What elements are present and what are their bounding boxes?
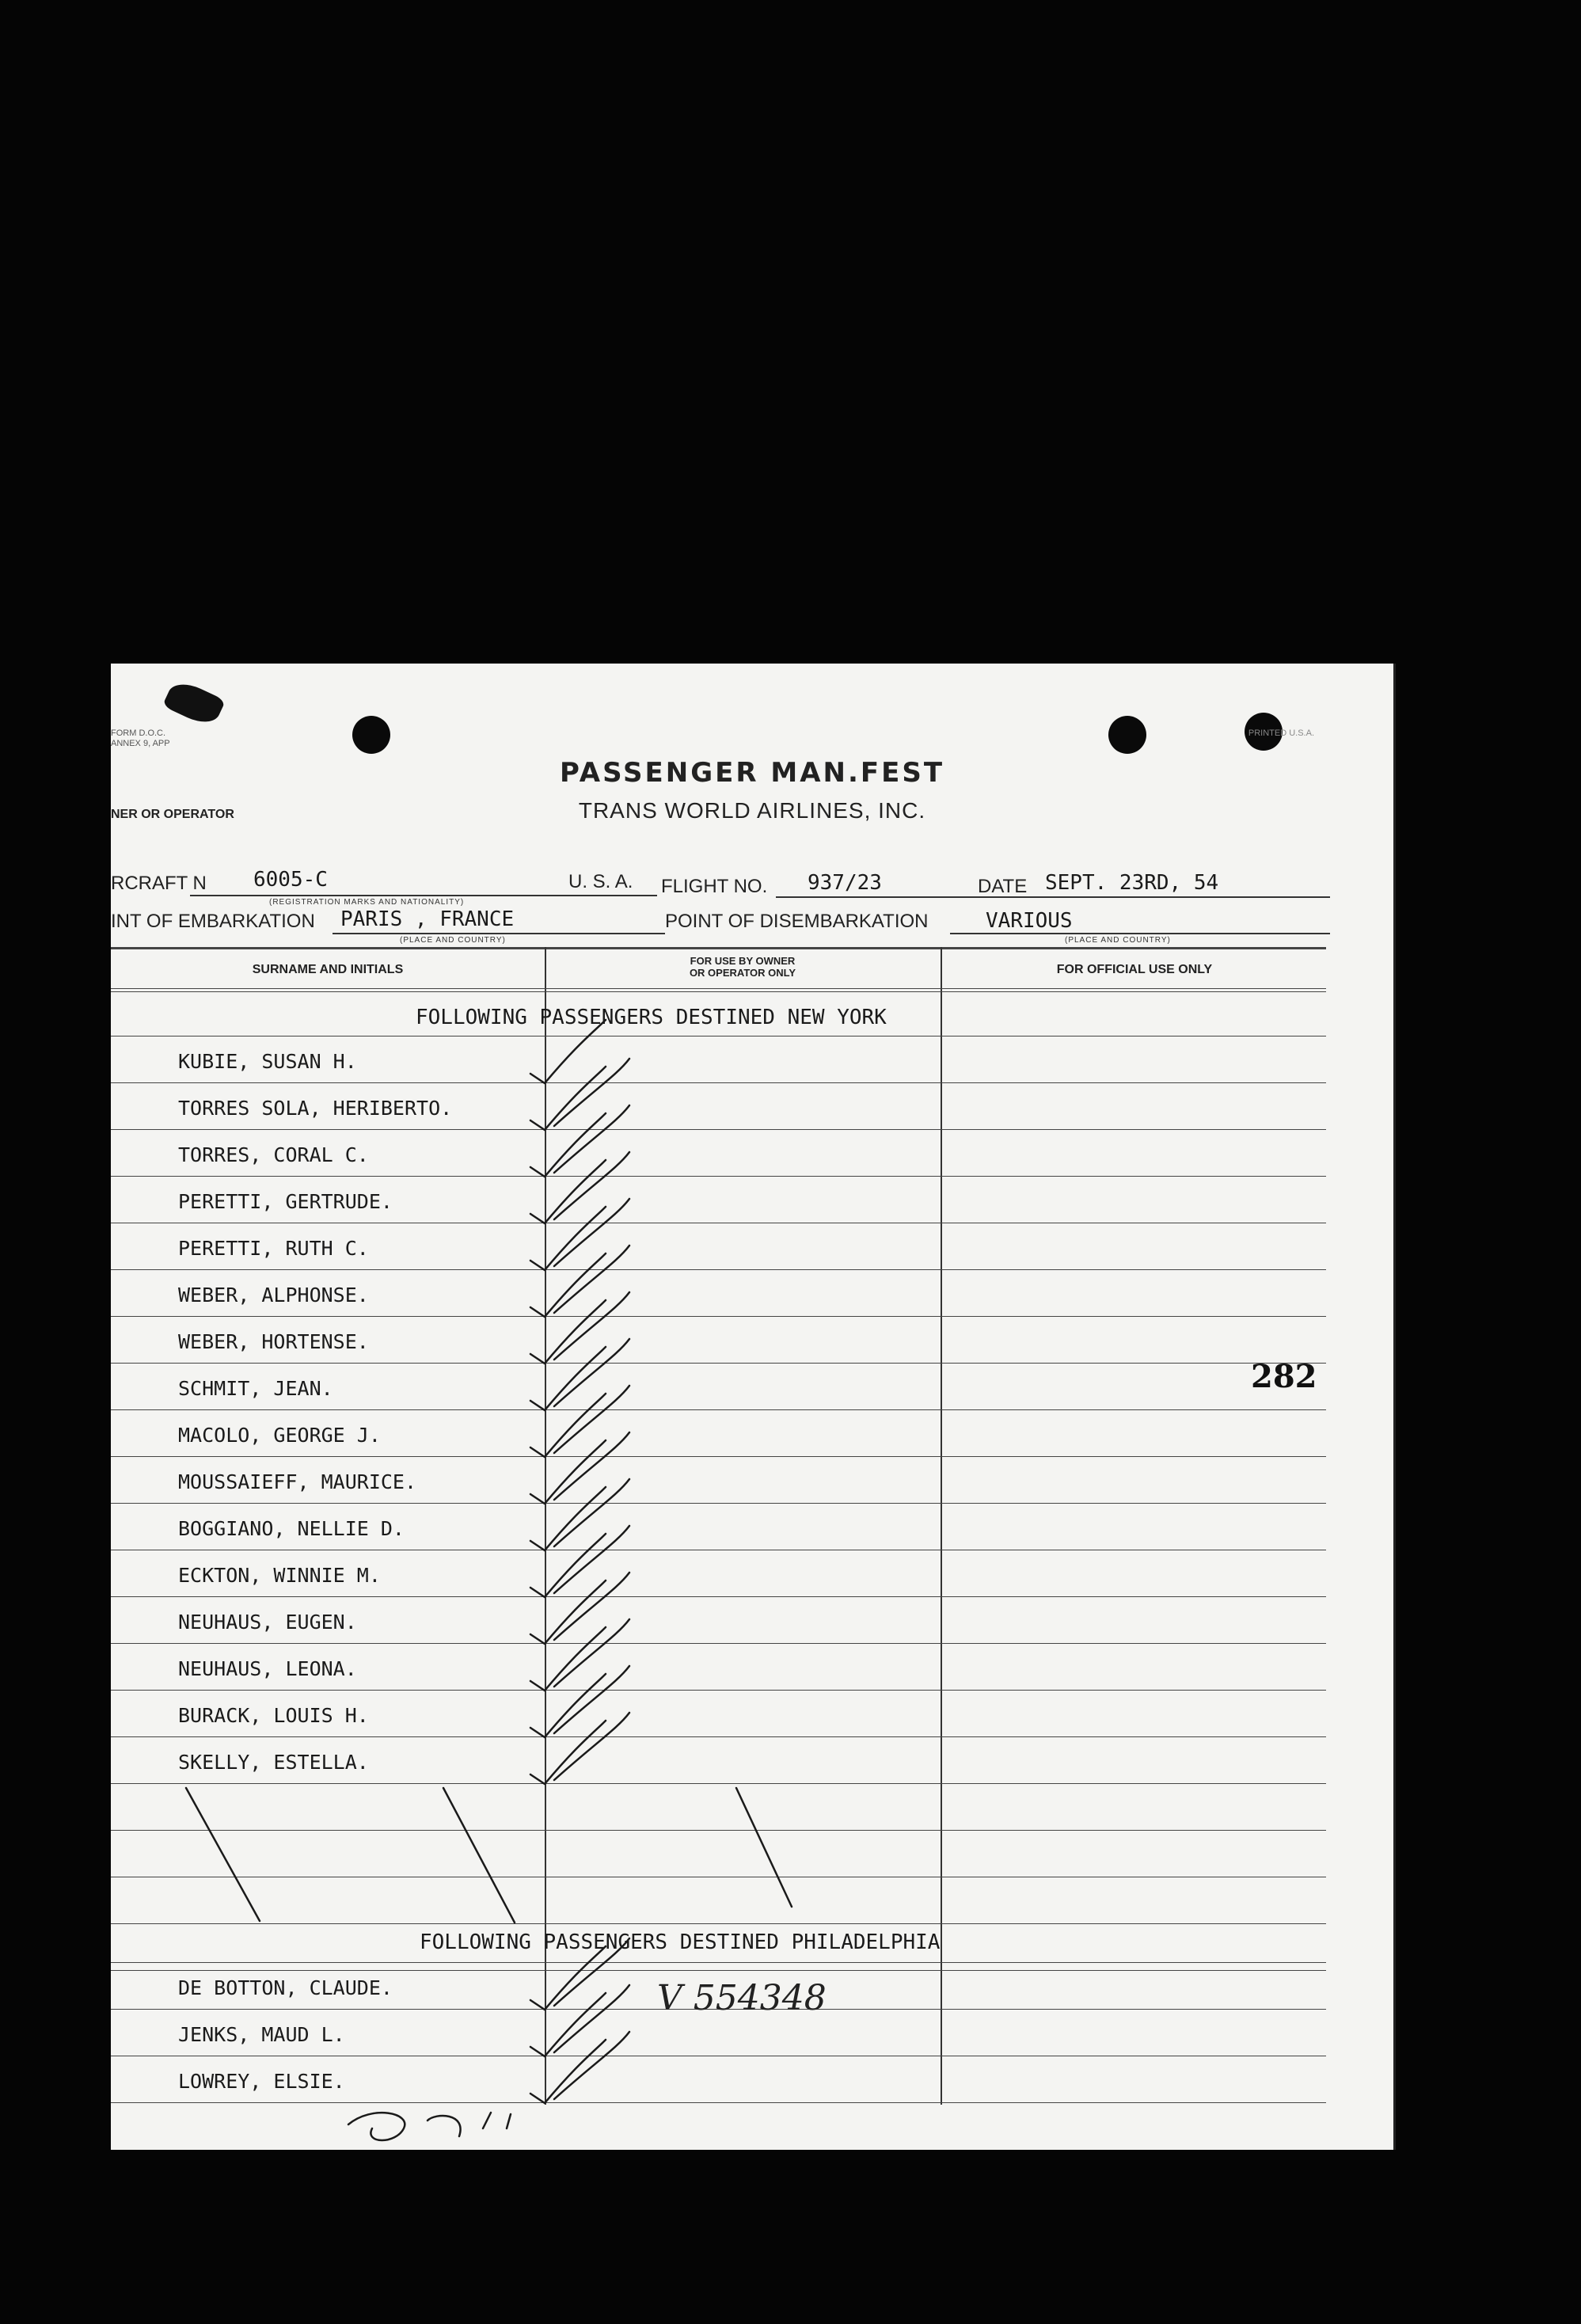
column-header-owner-use: FOR USE BY OWNER OR OPERATOR ONLY bbox=[689, 955, 796, 979]
passenger-name: NEUHAUS, EUGEN. bbox=[178, 1611, 357, 1634]
strike-line bbox=[736, 1788, 792, 1907]
owner-label: NER OR OPERATOR bbox=[111, 808, 234, 821]
passenger-name: LOWREY, ELSIE. bbox=[178, 2070, 345, 2093]
passenger-name: JENKS, MAUD L. bbox=[178, 2023, 345, 2046]
passenger-name: MOUSSAIEFF, MAURICE. bbox=[178, 1470, 417, 1493]
check-mark bbox=[530, 1993, 606, 2056]
printed-note: PRINTED U.S.A. bbox=[1248, 728, 1314, 738]
check-mark bbox=[530, 1946, 606, 2010]
passenger-name: SCHMIT, JEAN. bbox=[178, 1377, 333, 1400]
passenger-name: PERETTI, GERTRUDE. bbox=[178, 1190, 393, 1213]
manifest-sheet bbox=[111, 664, 1396, 2150]
handwritten-marks bbox=[111, 664, 1393, 2150]
section-heading-new-york: FOLLOWING PASSENGERS DESTINED NEW YORK bbox=[416, 1006, 887, 1029]
passenger-name: ECKTON, WINNIE M. bbox=[178, 1564, 381, 1587]
check-mark bbox=[530, 1020, 606, 1083]
passenger-name: TORRES SOLA, HERIBERTO. bbox=[178, 1097, 453, 1120]
page-title: PASSENGER MAN.FEST bbox=[559, 757, 945, 789]
flight-value: 937/23 bbox=[808, 871, 882, 895]
date-value: SEPT. 23RD, 54 bbox=[1045, 871, 1219, 895]
page-number: 282 bbox=[1251, 1358, 1317, 1395]
check-mark bbox=[530, 1160, 606, 1223]
visa-note: V 554348 bbox=[657, 1978, 827, 2018]
place-note-2: (PLACE AND COUNTRY) bbox=[1065, 936, 1171, 945]
passenger-name: TORRES, CORAL C. bbox=[178, 1143, 369, 1166]
passenger-name: MACOLO, GEORGE J. bbox=[178, 1424, 381, 1447]
strike-line bbox=[443, 1788, 515, 1923]
check-mark bbox=[530, 1300, 606, 1364]
check-mark bbox=[530, 2040, 606, 2103]
registration-note: (REGISTRATION MARKS AND NATIONALITY) bbox=[269, 898, 465, 907]
aircraft-label: RCRAFT N bbox=[111, 873, 207, 894]
passenger-name: DE BOTTON, CLAUDE. bbox=[178, 1976, 393, 1999]
passenger-name: SKELLY, ESTELLA. bbox=[178, 1751, 369, 1774]
check-mark bbox=[530, 1580, 606, 1644]
column-header-surname: SURNAME AND INITIALS bbox=[252, 963, 404, 976]
check-mark bbox=[554, 1059, 629, 1126]
aircraft-value: 6005-C bbox=[253, 868, 328, 892]
check-mark bbox=[530, 1347, 606, 1410]
check-mark bbox=[530, 1721, 606, 1784]
passenger-name: WEBER, ALPHONSE. bbox=[178, 1284, 369, 1307]
country-label: U. S. A. bbox=[568, 871, 633, 892]
disembarkation-label: POINT OF DISEMBARKATION bbox=[665, 911, 929, 932]
check-mark bbox=[530, 1627, 606, 1691]
passenger-name: KUBIE, SUSAN H. bbox=[178, 1050, 357, 1073]
check-mark bbox=[530, 1394, 606, 1457]
passenger-name: BOGGIANO, NELLIE D. bbox=[178, 1517, 405, 1540]
strike-line bbox=[186, 1788, 260, 1921]
place-note: (PLACE AND COUNTRY) bbox=[400, 936, 506, 945]
airline-name: TRANS WORLD AIRLINES, INC. bbox=[578, 798, 926, 823]
passenger-name: BURACK, LOUIS H. bbox=[178, 1704, 369, 1727]
check-mark bbox=[530, 1067, 606, 1130]
check-mark bbox=[530, 1113, 606, 1177]
disembarkation-value: VARIOUS bbox=[986, 909, 1073, 933]
embarkation-value: PARIS , FRANCE bbox=[340, 907, 515, 931]
passenger-name: NEUHAUS, LEONA. bbox=[178, 1657, 357, 1680]
check-mark bbox=[530, 1440, 606, 1504]
check-mark bbox=[530, 1534, 606, 1597]
check-mark bbox=[530, 1674, 606, 1737]
check-mark bbox=[530, 1253, 606, 1317]
check-mark bbox=[530, 1207, 606, 1270]
date-label: DATE bbox=[978, 876, 1028, 897]
passenger-name: PERETTI, RUTH C. bbox=[178, 1237, 369, 1260]
section-heading-philadelphia: FOLLOWING PASSENGERS DESTINED PHILADELPHIA bbox=[420, 1930, 941, 1954]
column-header-official: FOR OFFICIAL USE ONLY bbox=[1056, 963, 1213, 976]
check-mark bbox=[530, 1487, 606, 1550]
signature-scrawl bbox=[348, 2113, 511, 2140]
check-mark bbox=[554, 1938, 629, 2006]
passenger-name: WEBER, HORTENSE. bbox=[178, 1330, 369, 1353]
embarkation-label: INT OF EMBARKATION bbox=[111, 911, 315, 932]
flight-label: FLIGHT NO. bbox=[661, 876, 768, 897]
form-number: FORM D.O.C. ANNEX 9, APP bbox=[111, 728, 170, 748]
